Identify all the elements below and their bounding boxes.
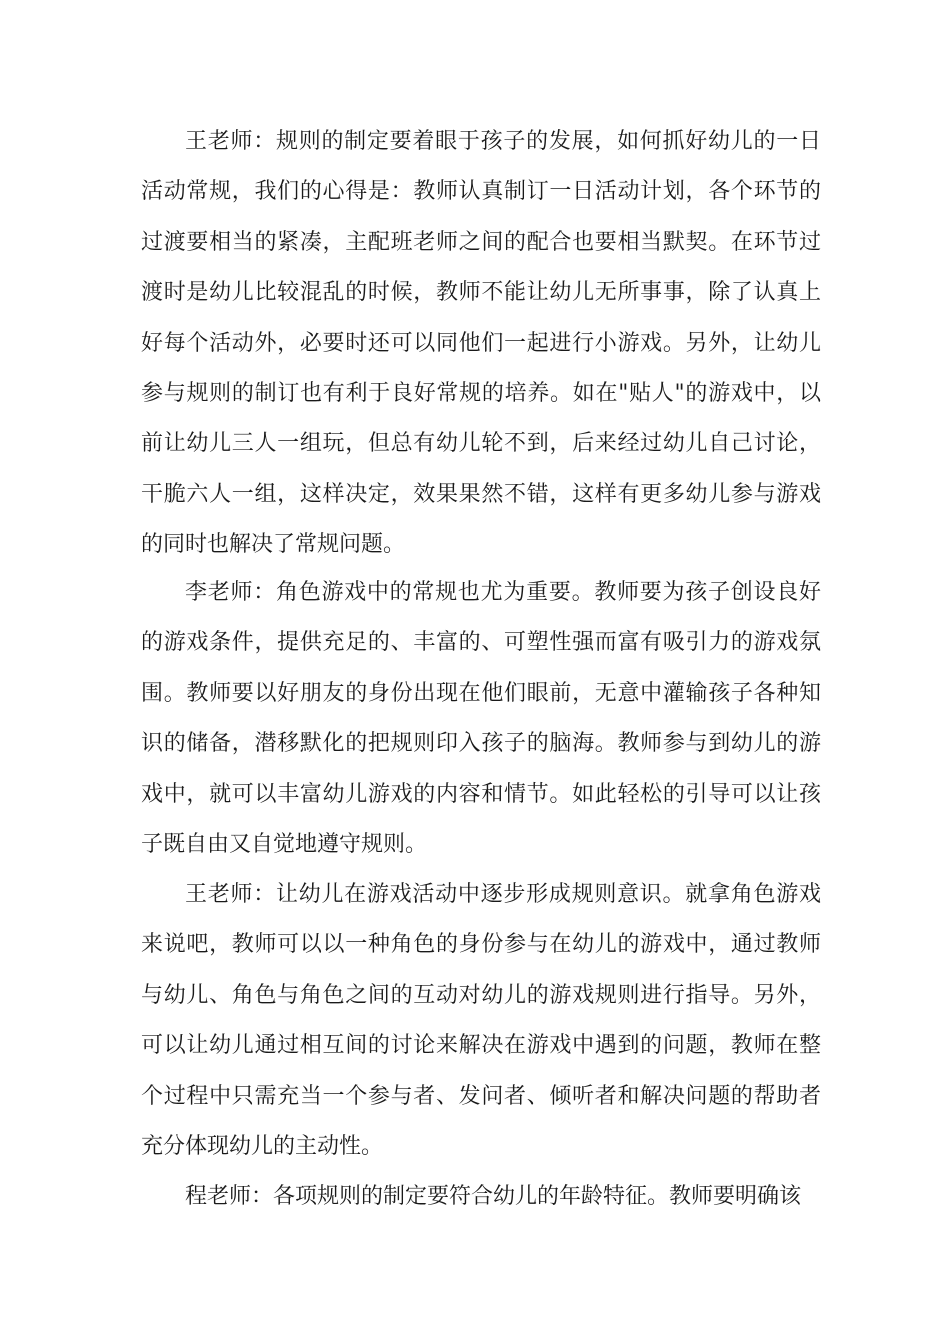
- paragraph-wang-1: 王老师：规则的制定要着眼于孩子的发展，如何抓好幼儿的一日活动常规，我们的心得是：教师认真制订一日活动计划，各个环节的过渡要相当的紧凑，主配班老师之间的配合也要相当默契。在环节过渡时是幼儿比较混乱的时候，教师不能让幼儿无所事事，除了认真上好每个活动外，必要时还可以同他们一起进行小游戏。另外，让幼儿参与规则的制订也有利于良好常规的培养。如在"贴人"的游戏中，以前让幼儿三人一组玩，但总有幼儿轮不到，后来经过幼儿自己讨论，干脆六人一组，这样决定，效果果然不错，这样有更多幼儿参与游戏的同时也解决了常规问题。: [141, 129, 821, 558]
- paragraph-li: 李老师：角色游戏中的常规也尤为重要。教师要为孩子创设良好的游戏条件，提供充足的、丰富的、可塑性强而富有吸引力的游戏氛围。教师要以好朋友的身份出现在他们眼前，无意中灌输孩子各种知识的储备，潜移默化的把规则印入孩子的脑海。教师参与到幼儿的游戏中，就可以丰富幼儿游戏的内容和情节。如此轻松的引导可以让孩子既自由又自觉地遵守规则。: [141, 580, 821, 858]
- paragraph-cheng: 程老师：各项规则的制定要符合幼儿的年龄特征。教师要明确该: [185, 1184, 802, 1209]
- paragraph-wang-2: 王老师：让幼儿在游戏活动中逐步形成规则意识。就拿角色游戏来说吧，教师可以以一种角色的身份参与在幼儿的游戏中，通过教师与幼儿、角色与角色之间的互动对幼儿的游戏规则进行指导。另外，可以让幼儿通过相互间的讨论来解决在游戏中遇到的问题，教师在整个过程中只需充当一个参与者、发问者、倾听者和解决问题的帮助者充分体现幼儿的主动性。: [141, 882, 821, 1160]
